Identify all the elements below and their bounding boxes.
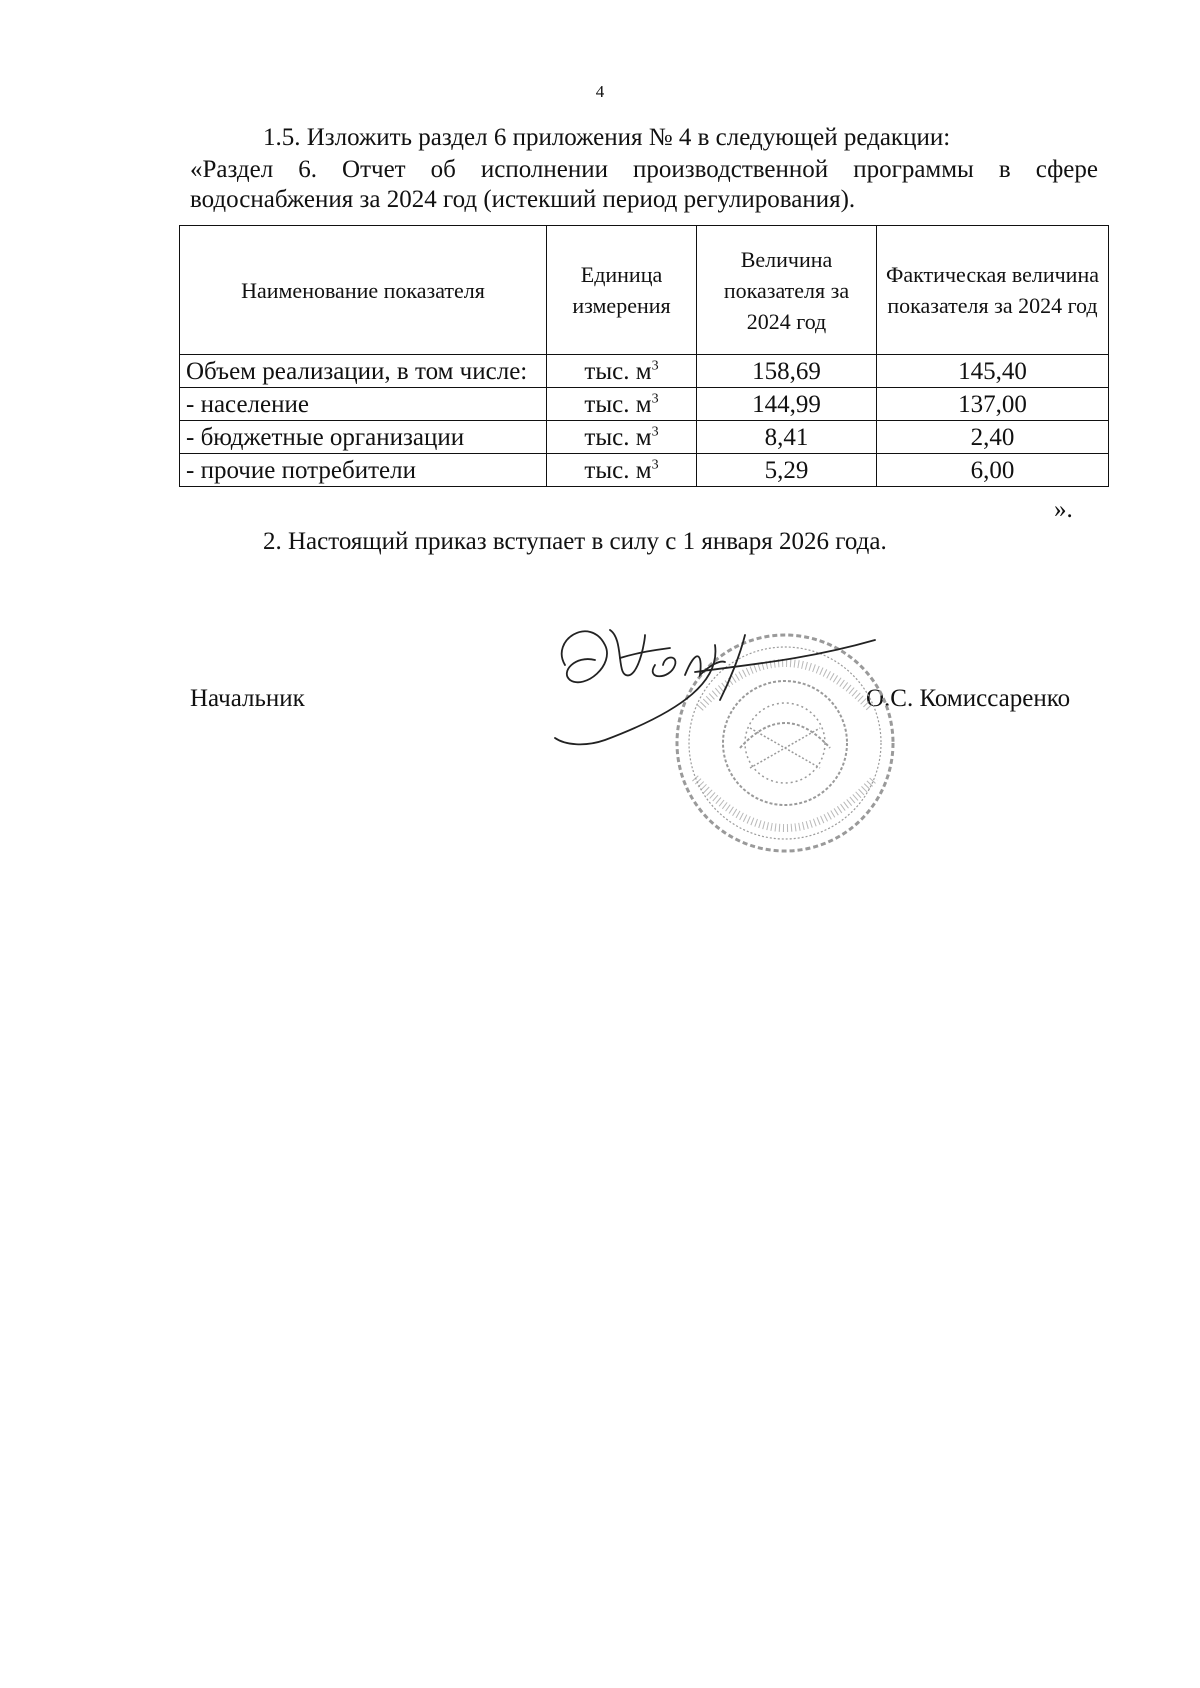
section-heading-line-1: «Раздел 6. Отчет об исполнении производственной программы в сфере [190, 156, 1098, 183]
table-row [180, 421, 1109, 454]
unit-text: тыс. м [584, 456, 652, 484]
row-planned-value: 5,29 [697, 454, 877, 487]
signatory-name: О.С. Комиссаренко [866, 685, 1071, 712]
header-indicator-name: Наименование показателя [180, 226, 547, 355]
row-indicator-name: Объем реализации, в том числе: [180, 355, 547, 388]
table-row [180, 454, 1109, 487]
production-program-table [179, 225, 1109, 487]
row-actual-value: 6,00 [877, 454, 1109, 487]
unit-text: тыс. м [584, 423, 652, 451]
paragraph-item-1-5: 1.5. Изложить раздел 6 приложения № 4 в следующей редакции: [263, 124, 951, 151]
closing-quote: ». [1054, 496, 1073, 523]
header-actual-value: Фактическая величина показателя за 2024 год [877, 226, 1109, 355]
table-row [180, 388, 1109, 421]
row-unit [547, 454, 697, 487]
row-planned-value: 158,69 [697, 355, 877, 388]
header-unit: Единица измерения [547, 226, 697, 355]
row-actual-value: 137,00 [877, 388, 1109, 421]
row-actual-value: 145,40 [877, 355, 1109, 388]
table-header-row [180, 226, 1109, 355]
row-unit [547, 388, 697, 421]
signatory-title: Начальник [190, 685, 305, 712]
handwritten-signature [545, 620, 890, 770]
row-indicator-name: - прочие потребители [180, 454, 547, 487]
unit-exponent: 3 [651, 391, 659, 407]
header-planned-value: Величина показателя за 2024 год [697, 226, 877, 355]
row-unit [547, 355, 697, 388]
row-actual-value: 2,40 [877, 421, 1109, 454]
table-row [180, 355, 1109, 388]
paragraph-item-2: 2. Настоящий приказ вступает в силу с 1 января 2026 года. [263, 528, 887, 555]
row-planned-value: 144,99 [697, 388, 877, 421]
page-number: 4 [595, 82, 605, 101]
unit-exponent: 3 [651, 457, 659, 473]
unit-exponent: 3 [651, 424, 659, 440]
unit-text: тыс. м [584, 390, 652, 418]
unit-exponent: 3 [651, 358, 659, 374]
section-heading-line-2: водоснабжения за 2024 год (истекший период регулирования). [190, 186, 856, 213]
row-unit [547, 421, 697, 454]
row-indicator-name: - население [180, 388, 547, 421]
row-indicator-name: - бюджетные организации [180, 421, 547, 454]
row-planned-value: 8,41 [697, 421, 877, 454]
unit-text: тыс. м [584, 357, 652, 385]
